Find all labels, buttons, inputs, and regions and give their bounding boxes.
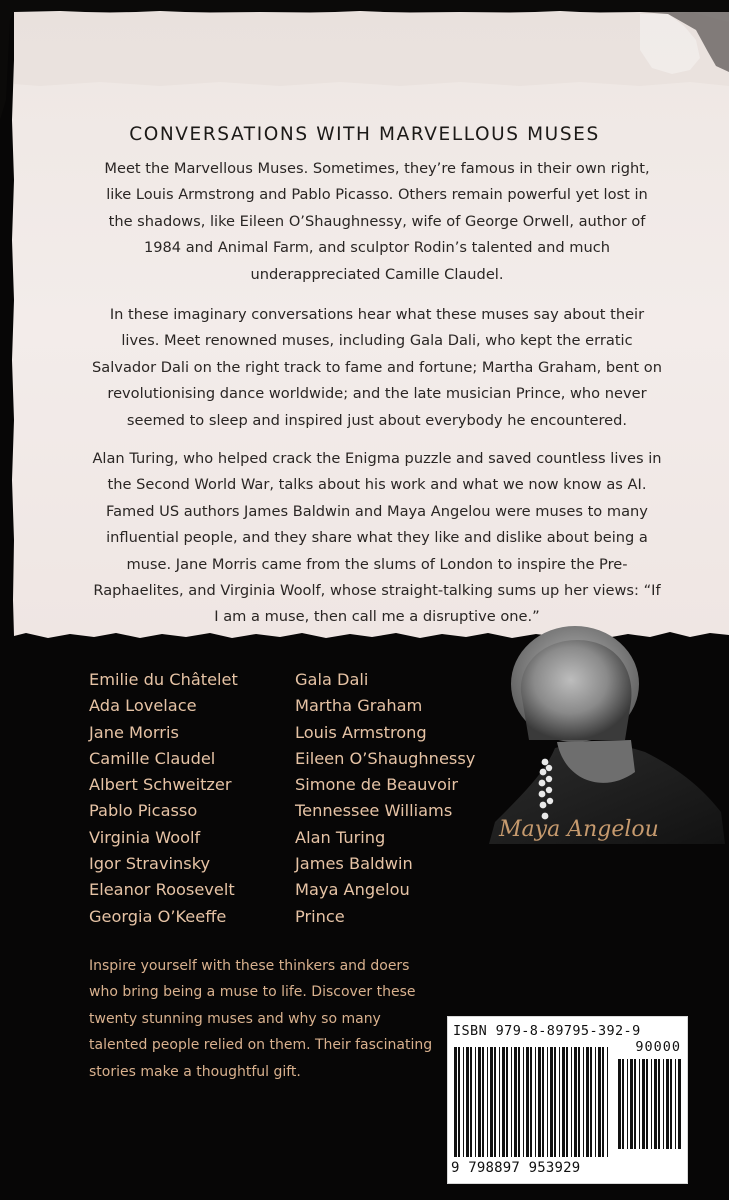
barcode-digits: 9 798897 953929 [451,1160,581,1176]
muse-name: Virginia Woolf [89,827,201,847]
muse-name: Eleanor Roosevelt [89,880,235,900]
muse-list-left [89,667,238,930]
muse-name: Prince [295,906,345,926]
muse-name: Simone de Beauvoir [295,775,459,795]
muse-name: Albert Schweitzer [89,775,232,795]
muse-name: Georgia O’Keeffe [89,906,227,926]
authors-paragraph: Alan Turing, who helped crack the Enigma puzzle and saved countless lives in the Second World War, talks about his work and what we now know as AI. Famed US authors James Baldwin and Maya Angelou were muses to many influential people, and they share what they like and dislike about being a muse. Jane Morris came from the slums of London to inspire the Pre-Raphaelites, and Virginia Woolf, whose straight-talking sums up her views: “If I am a muse, then call me a disruptive one.” [92,450,662,626]
muse-name: Eileen O’Shaughnessy [295,748,476,768]
portrait-signature: Maya Angelou [499,817,659,842]
muse-name: Louis Armstrong [295,722,427,742]
intro-paragraph: Meet the Marvellous Muses. Sometimes, they’re famous in their own right, like Louis Armstrong and Pablo Picasso. Others remain powerful yet lost in the shadows, like Eileen O’Shaughnessy, wife of George Orwell, author of 1984 and Animal Farm, and sculptor Rodin’s talented and much underappreciated Camille Claudel. [104,160,650,283]
conversations-paragraph: In these imaginary conversations hear what these muses say about their lives. Meet renowned muses, including Gala Dali, who kept the erratic Salvador Dali on the right track to fame and fortune; Martha Graham, bent on revolutionising dance worldwide; and the late musician Prince, who never seemed to sleep and inspired just about everybody he encountered. [92,306,662,429]
muse-name: Camille Claudel [89,748,216,768]
muse-name: Maya Angelou [295,880,410,900]
back-cover-title: CONVERSATIONS WITH MARVELLOUS MUSES [129,124,600,145]
muse-name: Martha Graham [295,696,423,716]
muse-name: Jane Morris [89,722,179,742]
muse-name: Ada Lovelace [89,696,197,716]
muse-list-right [295,667,475,930]
isbn-barcode [447,1016,688,1184]
muse-name: Emilie du Châtelet [89,670,238,689]
muse-name: Alan Turing [295,827,386,847]
muse-name: James Baldwin [295,854,413,874]
muse-name: Igor Stravinsky [89,854,211,874]
price-code: 90000 [635,1039,681,1055]
isbn-label: ISBN 979-8-89795-392-9 [453,1023,641,1039]
muse-name: Pablo Picasso [89,801,198,821]
closing-paragraph: Inspire yourself with these thinkers and doers who bring being a muse to life. Discover these twenty stunning muses and why so many talented people relied on them. Their fascinating stories make a thoughtful gift. [89,958,433,1080]
muse-name: Tennessee Williams [295,801,453,821]
muse-name: Gala Dali [295,670,369,689]
maya-angelou-portrait [485,622,729,844]
